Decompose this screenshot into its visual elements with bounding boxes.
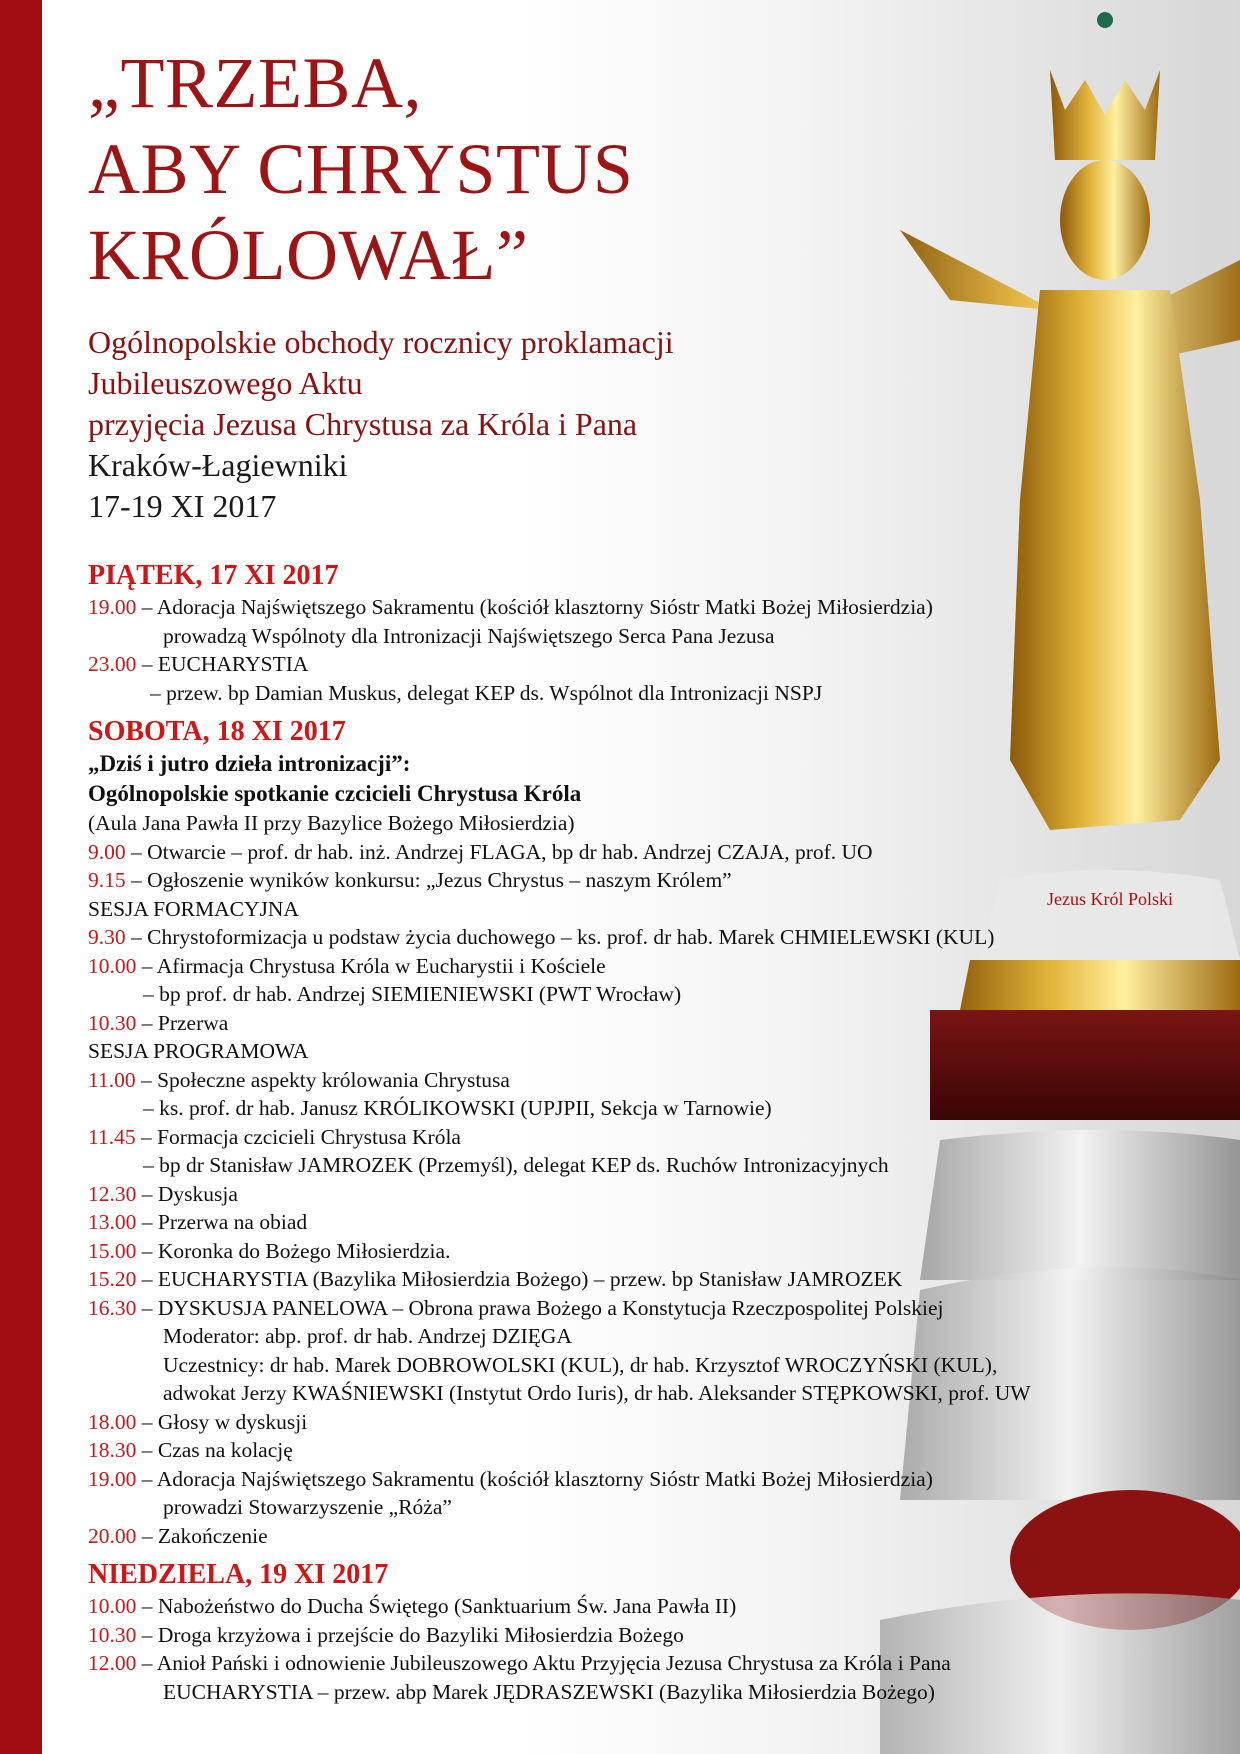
speaker-text: – ks. prof. dr hab. Janusz KRÓLIKOWSKI (UPJPII, Sekcja w Tarnowie) bbox=[143, 1096, 772, 1120]
event-text: – EUCHARYSTIA (Bazylika Miłosierdzia Bożego) – przew. bp Stanisław JAMROZEK bbox=[136, 1267, 903, 1291]
speaker-text: – bp prof. dr hab. Andrzej SIEMIENIEWSKI (PWT Wrocław) bbox=[143, 982, 682, 1006]
schedule-row bbox=[88, 1678, 1128, 1707]
schedule-row bbox=[88, 679, 1128, 708]
time: 9.15 bbox=[88, 868, 126, 892]
schedule-row bbox=[88, 923, 1128, 952]
schedule-row bbox=[88, 593, 1128, 622]
event-text: – Głosy w dyskusji bbox=[136, 1409, 308, 1434]
time: 11.45 bbox=[88, 1124, 136, 1149]
time: 9.00 bbox=[88, 839, 126, 864]
session-heading: SESJA FORMACYJNA bbox=[88, 896, 299, 921]
saturday-meeting-title: Ogólnopolskie spotkanie czcicieli Chrystusa Króla bbox=[88, 781, 582, 806]
schedule-row bbox=[88, 1066, 1128, 1095]
event-text: – Przerwa na obiad bbox=[136, 1210, 308, 1234]
time: 10.30 bbox=[88, 1622, 137, 1647]
moderator-text: Moderator: abp. prof. dr hab. Andrzej DZIĘGA bbox=[163, 1324, 572, 1348]
schedule-row bbox=[88, 1621, 1128, 1650]
title-line-2: ABY CHRYSTUS bbox=[88, 129, 634, 209]
event-text: EUCHARYSTIA – przew. abp Marek JĘDRASZEWSKI (Bazylika Miłosierdzia Bożego) bbox=[163, 1679, 935, 1704]
event-text: – Anioł Pański i odnowienie Jubileuszowego Aktu Przyjęcia Jezusa Chrystusa za Króla i Pana bbox=[136, 1651, 951, 1675]
event-dates: 17-19 XI 2017 bbox=[88, 488, 277, 524]
schedule-row bbox=[88, 1265, 1128, 1294]
event-text: – przew. bp Damian Muskus, delegat KEP ds. Wspólnot dla Intronizacji NSPJ bbox=[150, 680, 823, 705]
subtitle-line-2: Jubileuszowego Aktu bbox=[88, 365, 363, 401]
schedule-row bbox=[88, 1522, 1128, 1551]
time: 23.00 bbox=[88, 652, 137, 676]
subtitle-block bbox=[88, 322, 1128, 527]
time: 12.30 bbox=[88, 1181, 137, 1206]
schedule-row bbox=[88, 1649, 1128, 1678]
time: 18.00 bbox=[88, 1409, 137, 1434]
schedule-row bbox=[88, 838, 1128, 867]
schedule-row bbox=[88, 622, 1128, 651]
event-text: – Nabożeństwo do Ducha Świętego (Sanktuarium Św. Jana Pawła II) bbox=[136, 1594, 737, 1618]
time: 10.30 bbox=[88, 1010, 137, 1035]
time: 12.00 bbox=[88, 1651, 137, 1675]
schedule-row bbox=[88, 1493, 1128, 1522]
schedule-row bbox=[88, 1180, 1128, 1209]
event-text: – Chrystoformizacja u podstaw życia duchowego – ks. prof. dr hab. Marek CHMIELEWSKI (KUL) bbox=[125, 925, 995, 949]
poster-title bbox=[88, 40, 1128, 298]
participants-text: Uczestnicy: dr hab. Marek DOBROWOLSKI (KUL), dr hab. Krzysztof WROCZYŃSKI (KUL), bbox=[163, 1352, 998, 1377]
time: 13.00 bbox=[88, 1210, 137, 1234]
time: 19.00 bbox=[88, 1466, 137, 1491]
time: 15.20 bbox=[88, 1267, 137, 1291]
schedule-row bbox=[88, 1208, 1128, 1237]
saturday-heading: SOBOTA, 18 XI 2017 bbox=[88, 716, 346, 747]
event-text: – Adoracja Najświętszego Sakramentu (kościół klasztorny Sióstr Matki Bożej Miłosierdzia) bbox=[136, 595, 933, 619]
time: 20.00 bbox=[88, 1523, 137, 1548]
event-text: – Ogłoszenie wyników konkursu: „Jezus Chrystus – naszym Królem” bbox=[125, 868, 732, 892]
event-place: Kraków-Łagiewniki bbox=[88, 447, 348, 483]
friday-heading: PIĄTEK, 17 XI 2017 bbox=[88, 560, 339, 591]
time: 16.30 bbox=[88, 1295, 137, 1320]
event-text: – Formacja czcicieli Chrystusa Króla bbox=[135, 1124, 461, 1149]
schedule-row bbox=[88, 1436, 1128, 1465]
event-text: – Koronka do Bożego Miłosierdzia. bbox=[136, 1238, 451, 1263]
event-text: – Adoracja Najświętszego Sakramentu (kościół klasztorny Sióstr Matki Bożej Miłosierdzia) bbox=[136, 1466, 933, 1491]
time: 10.00 bbox=[88, 953, 137, 978]
time: 11.00 bbox=[88, 1067, 136, 1092]
event-text: prowadzi Stowarzyszenie „Róża” bbox=[163, 1495, 452, 1519]
subtitle-line-1: Ogólnopolskie obchody rocznicy proklamacji bbox=[88, 324, 674, 360]
subtitle-line-3: przyjęcia Jezusa Chrystusa za Króla i Pana bbox=[88, 406, 638, 442]
event-text: – Dyskusja bbox=[136, 1181, 238, 1206]
time: 10.00 bbox=[88, 1594, 137, 1618]
event-text: – EUCHARYSTIA bbox=[136, 652, 309, 676]
left-red-bar bbox=[0, 0, 42, 1754]
saturday-motto: „Dziś i jutro dzieła intronizacji”: bbox=[88, 751, 411, 776]
schedule-row bbox=[88, 952, 1128, 981]
schedule-row bbox=[88, 1151, 1128, 1180]
session-heading: SESJA PROGRAMOWA bbox=[88, 1039, 309, 1063]
event-text: – Droga krzyżowa i przejście do Bazyliki Miłosierdzia Bożego bbox=[136, 1622, 684, 1647]
schedule-row bbox=[88, 980, 1128, 1009]
event-text: – Czas na kolację bbox=[136, 1438, 293, 1462]
participants-text: adwokat Jerzy KWAŚNIEWSKI (Instytut Ordo Iuris), dr hab. Aleksander STĘPKOWSKI, prof. UW bbox=[163, 1381, 1031, 1405]
schedule-row bbox=[88, 1408, 1128, 1437]
time: 9.30 bbox=[88, 925, 126, 949]
event-text: prowadzą Wspólnoty dla Intronizacji Najświętszego Serca Pana Jezusa bbox=[163, 623, 775, 648]
schedule-row bbox=[88, 866, 1128, 895]
event-text: – Społeczne aspekty królowania Chrystusa bbox=[135, 1067, 510, 1092]
saturday-venue: (Aula Jana Pawła II przy Bazylice Bożego Miłosierdzia) bbox=[88, 811, 575, 835]
title-line-1: „TRZEBA, bbox=[88, 43, 422, 123]
schedule-row bbox=[88, 1237, 1128, 1266]
event-text: – Zakończenie bbox=[136, 1523, 268, 1548]
schedule-row bbox=[88, 1465, 1128, 1494]
event-text: – DYSKUSJA PANELOWA – Obrona prawa Bożego a Konstytucja Rzeczpospolitej Polskiej bbox=[136, 1295, 944, 1320]
schedule-row bbox=[88, 650, 1128, 679]
event-text: – Otwarcie – prof. dr hab. inż. Andrzej FLAGA, bp dr hab. Andrzej CZAJA, prof. UO bbox=[125, 839, 873, 864]
schedule-row bbox=[88, 1009, 1128, 1038]
sunday-heading: NIEDZIELA, 19 XI 2017 bbox=[88, 1559, 389, 1590]
time: 19.00 bbox=[88, 595, 137, 619]
schedule-row bbox=[88, 1294, 1128, 1323]
event-text: – Afirmacja Chrystusa Króla w Eucharystii i Kościele bbox=[136, 953, 606, 978]
schedule-row bbox=[88, 1592, 1128, 1621]
schedule-row bbox=[88, 1322, 1128, 1351]
time: 18.30 bbox=[88, 1438, 137, 1462]
schedule-row bbox=[88, 1123, 1128, 1152]
title-line-3: KRÓLOWAŁ” bbox=[88, 215, 529, 295]
speaker-text: – bp dr Stanisław JAMROZEK (Przemyśl), delegat KEP ds. Ruchów Intronizacyjnych bbox=[143, 1153, 889, 1177]
plaque-text: Jezus Król Polski bbox=[1047, 889, 1173, 909]
poster-content bbox=[88, 40, 1128, 1706]
time: 15.00 bbox=[88, 1238, 137, 1263]
schedule-row bbox=[88, 1351, 1128, 1380]
schedule-row bbox=[88, 1379, 1128, 1408]
event-text: – Przerwa bbox=[136, 1010, 229, 1035]
schedule-row bbox=[88, 1094, 1128, 1123]
crown-jewel bbox=[1097, 12, 1113, 28]
